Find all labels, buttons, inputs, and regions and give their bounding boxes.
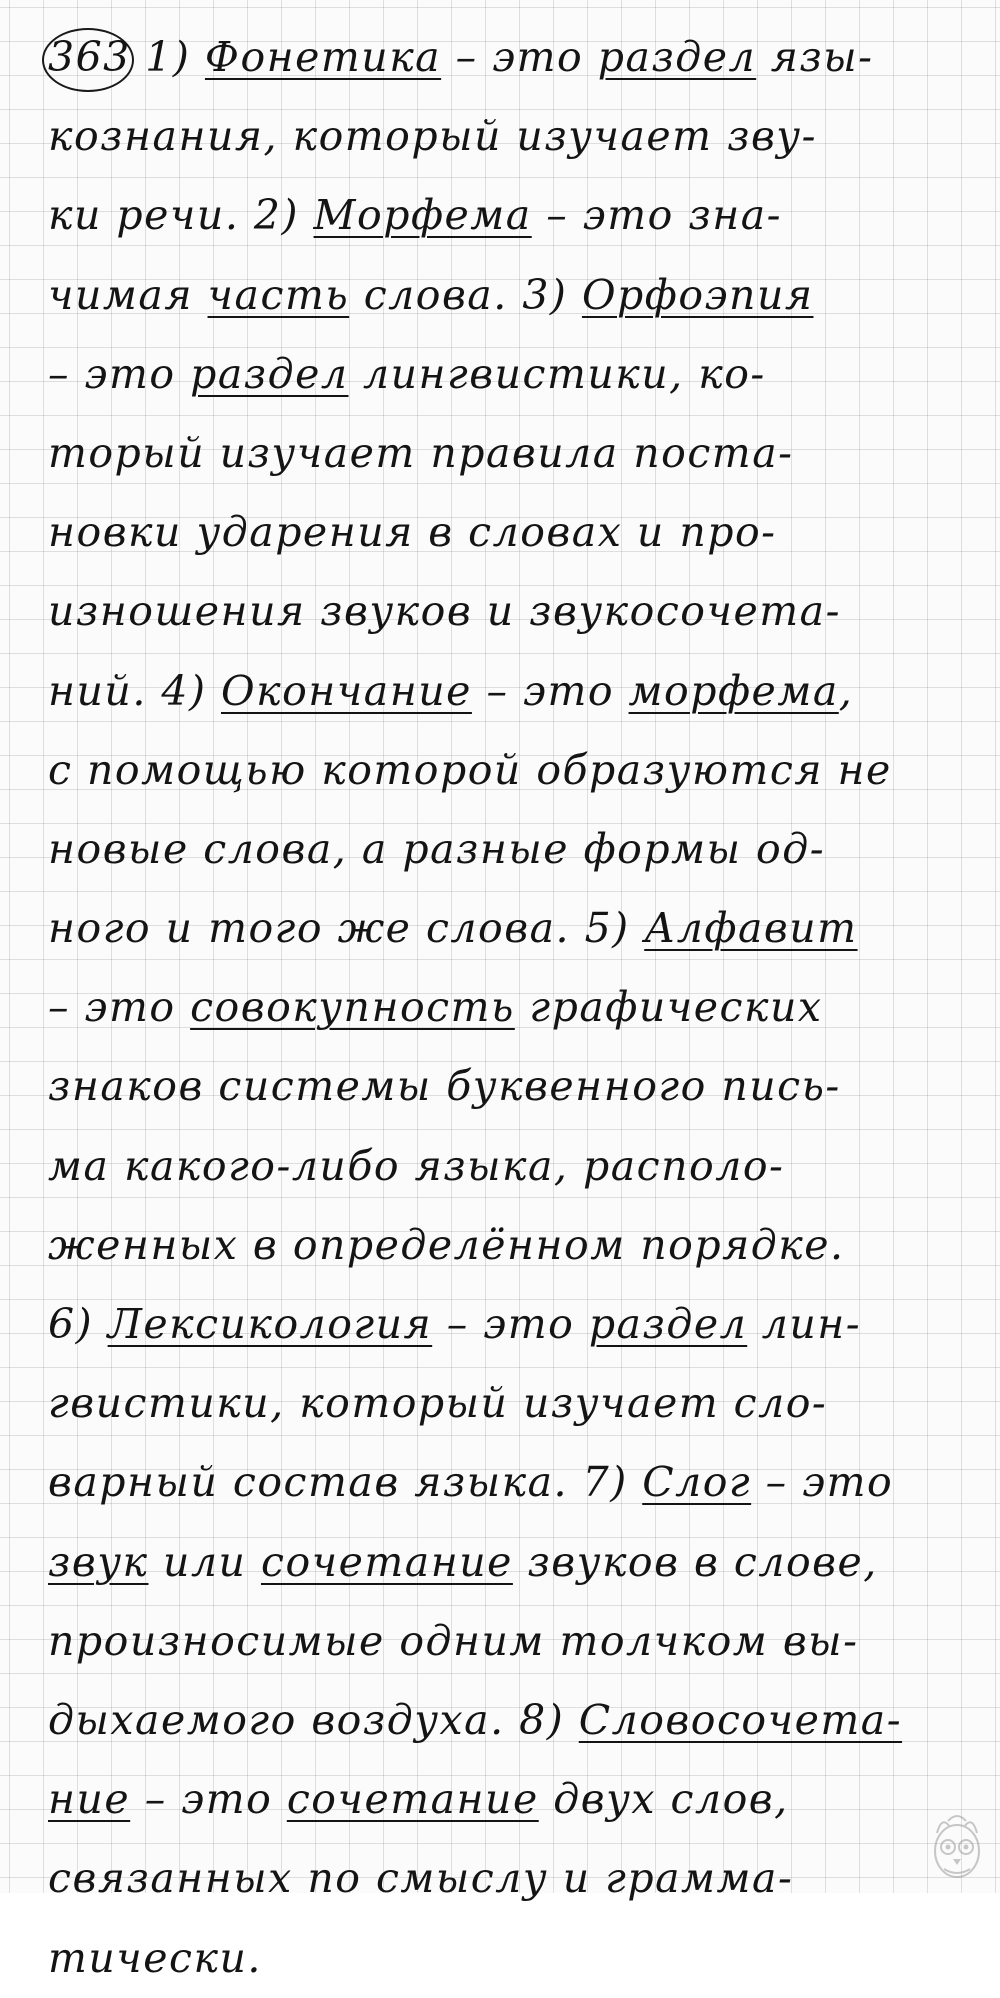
text-line bbox=[48, 1919, 978, 1998]
text-line bbox=[48, 97, 978, 176]
text-segment: варный состав языка. 7) bbox=[48, 1458, 643, 1507]
text-line bbox=[48, 414, 978, 493]
text-segment: – это bbox=[48, 349, 191, 398]
underlined-term: Лексикология bbox=[107, 1300, 433, 1348]
text-line bbox=[48, 1839, 978, 1918]
text-segment: – это bbox=[130, 1775, 287, 1824]
text-segment: язы- bbox=[756, 33, 874, 81]
text-segment: ного и того же слова. 5) bbox=[48, 904, 645, 953]
text-line bbox=[48, 968, 978, 1047]
text-line bbox=[48, 1127, 978, 1206]
underlined-term: раздел bbox=[588, 1300, 748, 1348]
text-segment: звуков в слове, bbox=[512, 1537, 878, 1586]
underlined-term: совокупность bbox=[190, 983, 515, 1032]
text-line bbox=[48, 1523, 978, 1602]
underlined-term: морфема bbox=[628, 666, 839, 715]
text-line bbox=[48, 335, 978, 414]
text-segment: – это bbox=[751, 1458, 894, 1507]
text-line bbox=[48, 1364, 978, 1443]
text-segment: – это bbox=[432, 1300, 589, 1348]
underlined-term: раздел bbox=[190, 349, 349, 398]
underlined-term: Словосочета- bbox=[578, 1695, 903, 1744]
text-segment: новые слова, а разные формы од- bbox=[48, 824, 826, 873]
text-segment: тически. bbox=[48, 1933, 262, 1982]
text-line bbox=[48, 1443, 978, 1522]
text-segment: 1) bbox=[130, 33, 205, 81]
underlined-term: Фонетика bbox=[204, 33, 442, 81]
text-segment: произносимые одним толчком вы- bbox=[48, 1616, 859, 1665]
text-line bbox=[48, 1760, 978, 1839]
underlined-term: часть bbox=[207, 270, 350, 319]
underlined-term: Слог bbox=[642, 1458, 752, 1507]
text-line bbox=[48, 256, 978, 335]
text-line bbox=[48, 176, 978, 255]
text-segment: слова. 3) bbox=[349, 270, 582, 319]
underlined-term: раздел bbox=[597, 33, 757, 81]
underlined-term: сочетание bbox=[260, 1537, 513, 1586]
text-segment: двух слов, bbox=[538, 1775, 789, 1824]
text-line bbox=[48, 731, 978, 810]
text-segment: 363 bbox=[48, 33, 131, 81]
text-segment: связанных по смыслу и грамма- bbox=[48, 1854, 794, 1903]
text-segment: дыхаемого воздуха. 8) bbox=[48, 1695, 579, 1744]
text-segment: , bbox=[838, 666, 854, 715]
text-line bbox=[48, 493, 978, 572]
text-segment: – это bbox=[48, 983, 191, 1032]
text-line bbox=[48, 1285, 978, 1364]
text-segment: кознания, который изучает зву- bbox=[48, 112, 817, 161]
underlined-term: сочетание bbox=[286, 1775, 539, 1824]
underlined-term: Окончание bbox=[221, 666, 472, 715]
text-segment: ма какого-либо языка, располо- bbox=[48, 1141, 785, 1190]
text-line bbox=[48, 572, 978, 651]
text-segment: лин- bbox=[747, 1300, 862, 1348]
text-segment: – это bbox=[441, 33, 598, 81]
text-segment: новки ударения в словах и про- bbox=[48, 508, 777, 557]
underlined-term: Орфоэпия bbox=[581, 270, 814, 319]
text-segment: женных в определённом порядке. bbox=[48, 1220, 845, 1269]
underlined-term: Алфавит bbox=[644, 904, 858, 953]
text-segment: изношения звуков и звукосочета- bbox=[48, 587, 841, 636]
text-segment: ний. 4) bbox=[48, 666, 221, 715]
text-line bbox=[48, 1206, 978, 1285]
text-line bbox=[48, 889, 978, 968]
text-segment: 6) bbox=[48, 1300, 108, 1348]
handwritten-text bbox=[48, 18, 978, 1998]
text-segment: лингвистики, ко- bbox=[348, 349, 766, 398]
text-line bbox=[48, 652, 978, 731]
text-segment: – это зна- bbox=[531, 191, 783, 240]
text-segment: торый изучает правила поста- bbox=[48, 428, 794, 477]
text-line bbox=[48, 1602, 978, 1681]
owl-face-icon bbox=[928, 1811, 986, 1883]
text-segment: графических bbox=[514, 983, 823, 1032]
underlined-term: ние bbox=[48, 1775, 131, 1824]
text-segment: знаков системы буквенного пись- bbox=[48, 1062, 841, 1111]
underlined-term: звук bbox=[48, 1537, 149, 1586]
text-segment: или bbox=[148, 1537, 261, 1586]
underlined-term: Морфема bbox=[313, 191, 532, 240]
text-line bbox=[48, 1681, 978, 1760]
text-line bbox=[48, 1047, 978, 1126]
text-segment: гвистики, который изучает сло- bbox=[48, 1379, 828, 1428]
text-segment: чимая bbox=[48, 270, 208, 319]
text-line bbox=[48, 810, 978, 889]
text-segment: – это bbox=[471, 666, 629, 715]
text-segment: с помощью которой образуются не bbox=[48, 745, 892, 794]
text-line bbox=[48, 18, 978, 97]
text-segment: ки речи. 2) bbox=[48, 191, 314, 240]
